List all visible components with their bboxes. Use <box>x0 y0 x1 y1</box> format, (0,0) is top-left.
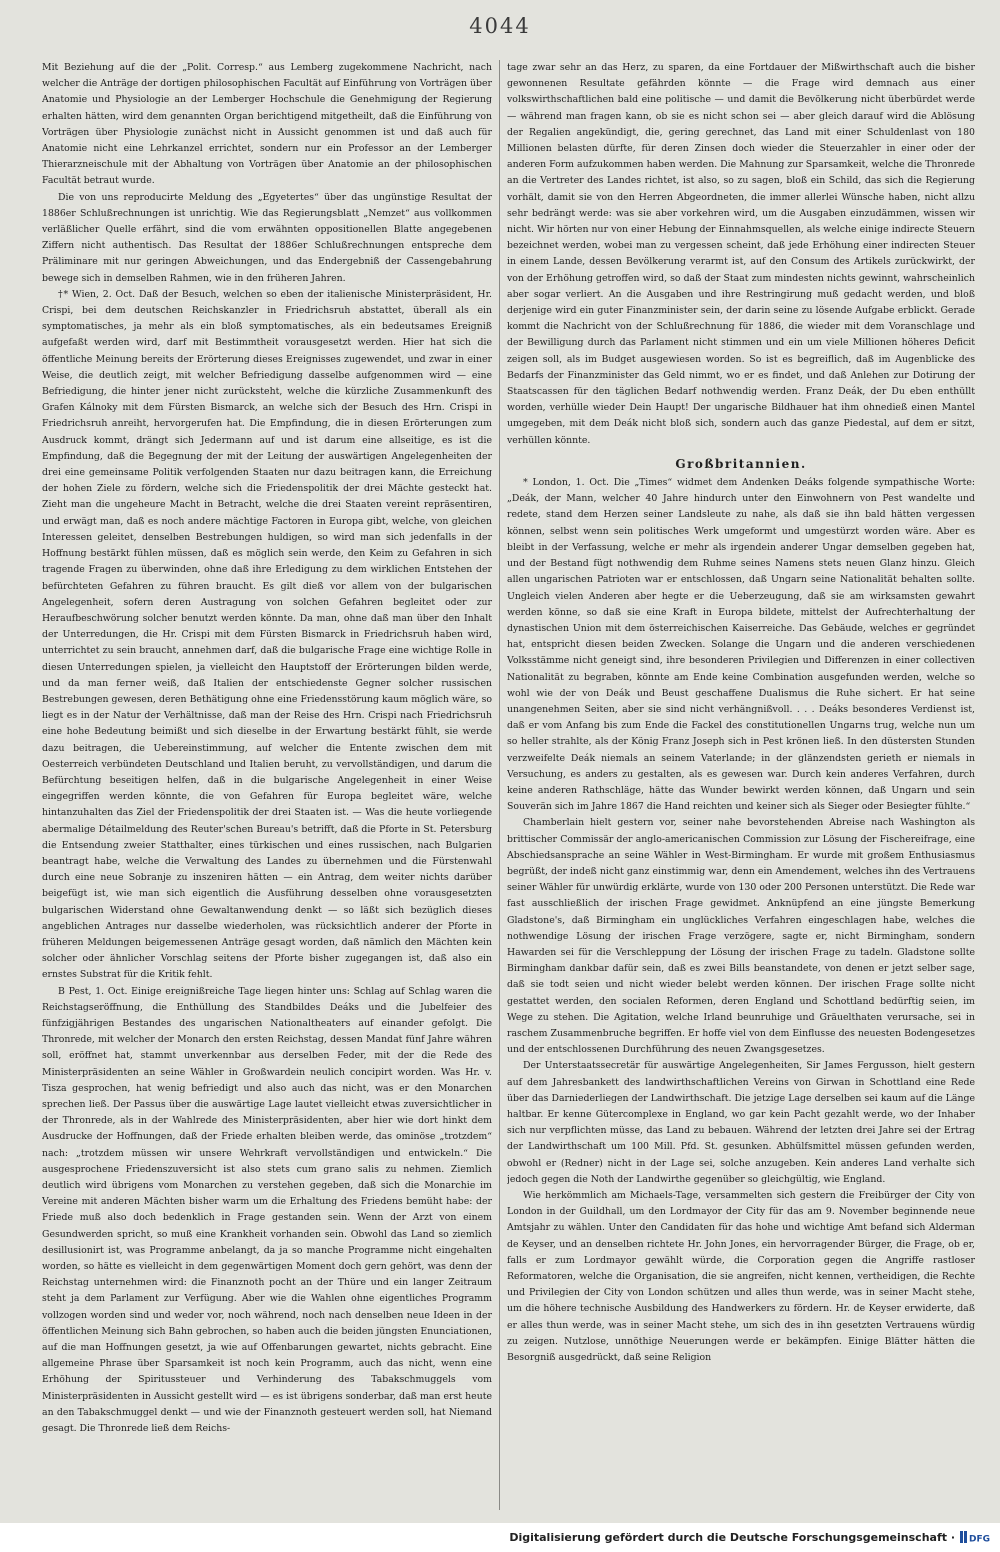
article-paragraph: * London, 1. Oct. Die „Times“ widmet dem Andenken Deáks folgende sympathische Worte: „Deák, der Mann, welcher 40 Jahre hindurch unter den Einwohnern von Pest wandelte und redete, stand dem Herzen seiner Landsleute zu nahe, als daß sie ihn bald hätten vergessen können, selbst wenn sein politisches Werk umgeformt und umgestürzt worden wäre. Aber es bleibt in der Verfassung, welche er mehr als irgendein anderer Ungar demselben gegeben hat, und der Bestand fügt nothwendig dem Ruhme seines Namens stets neuen Glanz hinzu. Gleich allen ungarischen Patrioten war er entschlossen, daß Ungarn seine Nationalität behalten sollte. Ungleich vielen Anderen aber hegte er die Ueberzeugung, daß sie am wirksamsten gewahrt werden könne, so daß sie eine Kraft in Europa bildete, mittelst der Aufrechterhaltung der dynastischen Union mit dem österreichischen Kaiserreiche. Das Gebäude, welches er gegründet hat, entspricht diesen beiden Zwecken. Solange die Ungarn und die anderen verschiedenen Volksstämme nicht geneigt sind, ihre besonderen Privilegien und Differenzen in einer collectiven Nationalität zu begraben, könnte am Ende keine Combination ausgefunden werden, welche so wohl wie der von Deák und Beust geschaffene Dualismus die Ruhe sichert. Er hat seine unangenehmen Seiten, aber sie sind nicht verhängnißvoll. . . . Deáks besonderes Verdienst ist, daß er vom Anfang bis zum Ende die Fackel des constitutionellen Ungarns trug, welche nun um so heller strahlte, als der König Franz Joseph sich in Pest krönen ließ. In den düstersten Stunden verzweifelte Deák niemals an seinem Vaterlande; in der glänzendsten gerieth er niemals in Versuchung, es anders zu gestalten, als es gewesen war. Durch kein anderes Verfahren, durch keine anderen Rathschläge, hätte das Wunder bewirkt werden können, daß Ungarn und sein Souverän sich im Jahre 1867 die Hand reichten und keiner sich als Sieger oder Besiegter fühlte.“ <box>507 477 975 813</box>
right-column <box>507 60 975 1518</box>
left-column <box>42 60 492 1518</box>
article-paragraph: B Pest, 1. Oct. Einige ereignißreiche Tage liegen hinter uns: Schlag auf Schlag waren die Reichstagseröffnung, die Enthüllung des Standbildes Deáks und die Jubelfeier des fünfzigjährigen Bestandes des ungarischen Nationaltheaters auf einander gefolgt. Die Thronrede, mit welcher der Monarch den ersten Reichstag, dessen Mandat fünf Jahre währen soll, eröffnet hat, stammt unverkennbar aus derselben Feder, mit der die Rede des Ministerpräsidenten an seine Wähler in Großwardein neulich concipirt worden. Was Hr. v. Tisza gesprochen, hat wenig befriedigt und also auch das nicht, was er den Monarchen sprechen ließ. Der Passus über die auswärtige Lage lautet vielleicht etwas zuversichtlicher in der Thronrede, als in der Wahlrede des Ministerpräsidenten, aber hier wie dort hinkt dem Ausdrucke der Hoffnungen, daß der Friede erhalten bleiben werde, das ominöse „trotzdem“ nach: „trotzdem müssen wir unsere Wehrkraft vervollständigen und entwickeln.“ Die ausgesprochene Friedenszuversicht ist also stets cum grano salis zu nehmen. Ziemlich deutlich wird übrigens vom Monarchen zu verstehen gegeben, daß sich die Monarchie im Vereine mit anderen Mächten bisher warm um die Erhaltung des Friedens bemüht habe: der Friede muß also doch bedenklich in Frage gestanden sein. Wenn der Arzt von einem Gesundwerden spricht, so muß eine Krankheit vorhanden sein. Obwohl das Land so ziemlich desillusionirt ist, was Programme anbelangt, da ja so manche Programme nicht eingehalten worden, so hätte es vielleicht in dem gegenwärtigen Moment doch gern gehört, was denn der Reichstag unternehmen wird: die Finanznoth pocht an der Thüre und ein langer Zeitraum steht ja dem Parlament zur Verfügung. Aber wie die Wahlen ohne eigentliches Programm vollzogen worden sind und weder vor, noch während, noch nach denselben neue Ideen in der öffentlichen Meinung sich Bahn gebrochen, so haben auch die beiden jüngsten Enunciationen, auf die man Hoffnungen gesetzt, ja wie auf Offenbarungen gewartet, nichts gebracht. Eine allgemeine Phrase über Sparsamkeit ist noch kein Programm, auch das nicht, wenn eine Erhöhung der Spiritussteuer und Verhinderung des Tabakschmuggels vom Ministerpräsidenten in Aussicht gestellt wird — es ist übrigens sonderbar, daß man erst heute an den Tabakschmuggel denkt — und wie der Finanznoth gesteuert werden soll, hat Niemand gesagt. Die Thronrede ließ dem Reichs- <box>42 985 492 1435</box>
article-paragraph: Die von uns reproducirte Meldung des „Egyetertes“ über das ungünstige Resultat der 1886er Schlußrechnungen ist unrichtig. Wie das Regierungsblatt „Nemzet“ aus vollkommen verläßlicher Quelle erfährt, sind die vom erwähnten oppositionellen Blatte angegebenen Ziffern nicht authentisch. Das Resultat der 1886er Schlußrechnungen entspreche dem Präliminare mit nur geringen Abweichungen, und das Endergebniß der Cassengebahrung bewege sich in demselben Rahmen, wie in den früheren Jahren. <box>42 191 492 284</box>
dfg-logo-icon <box>960 1529 990 1545</box>
column-divider <box>499 60 500 1510</box>
article-paragraph: tage zwar sehr an das Herz, zu sparen, da eine Fortdauer der Mißwirthschaft auch die bisher gewonnenen Resultate gefährden könnte — die Frage wird demnach aus einer volkswirthschaftlichen bald eine politische — und damit die Bevölkerung nicht überbürdet werde — während man fragen kann, ob sie es nicht schon sei — aber gleich darauf wird die Ablösung der Regalien angekündigt, die, gering gerechnet, das Land mit einer Schuldenlast von 180 Millionen belasten dürfte, für deren Zinsen doch wieder die Steuerzahler in einer oder der anderen Form aufzukommen haben werden. Die Mahnung zur Sparsamkeit, welche die Thronrede an die Vertreter des Landes richtet, ist also, so zu sagen, bloß ein Schild, das sich die Regierung vorhält, damit sie von den Herren Abgeordneten, die immer allerlei Wünsche haben, nicht allzu sehr bedrängt werde: was sie aber vorkehren wird, um die Ausgaben einzudämmen, wissen wir nicht. Wir hörten nur von einer Hebung der Einnahmsquellen, als welche einige indirecte Steuern bezeichnet werden, wobei man zu vergessen scheint, daß jede Erhöhung einer indirecten Steuer in einem Lande, dessen Bevölkerung verarmt ist, auf den Consum des Artikels zurückwirkt, der von der Erhöhung getroffen wird, so daß der Staat zum mindesten nichts gewinnt, wahrscheinlich aber sogar verliert. An die Ausgaben und ihre Restringirung muß gedacht werden, und bloß derjenige wird ein guter Finanzminister sein, der darin seine zu lösende Aufgabe erblickt. Gerade kommt die Nachricht von der Schlußrechnung für 1886, die wieder mit dem Voranschlage und der Bewilligung durch das Parlament nicht stimmen und ein um viele Millionen höheres Deficit zeigen soll, als im Budget ausgewiesen worden. So ist es begreiflich, daß im Augenblicke des Bedarfs der Finanzminister das Geld nimmt, wo er es findet, und daß Anlehen zur Dotirung der Staatscassen für den täglichen Bedarf nothwendig werden. Franz Deák, der Du eben enthüllt worden, verhülle wieder Dein Haupt! Der ungarische Bildhauer hat ihm ohnedieß einen Mantel umgegeben, mit dem Deák nicht bloß sich, sondern auch das ganze Piedestal, auf dem er sitzt, verhüllen könnte. <box>507 62 975 446</box>
article-paragraph: Mit Beziehung auf die der „Polit. Corresp.“ aus Lemberg zugekommene Nachricht, nach welcher die Anträge der dortigen philosophischen Facultät auf Einführung von Vorträgen über Anatomie und Physiologie an der Lemberger Hochschule die Genehmigung der Regierung erhalten hätten, wird dem genannten Organ berichtigend mitgetheilt, daß die Einführung von Vorträgen über Physiologie zunächst nicht in Aussicht genommen ist und daß auch für Anatomie nicht eine Lehrkanzel errichtet, sondern nur ein Professor an der Lemberger Thierarzneischule mit der Abhaltung von Vorträgen über Anatomie an der philosophischen Facultät betraut wurde. <box>42 62 492 187</box>
footer-bar <box>0 1523 1000 1552</box>
dfg-logo-text: DFG <box>969 1534 990 1545</box>
footer-credit: Digitalisierung gefördert durch die Deutsche Forschungsgemeinschaft · <box>509 1531 955 1544</box>
article-paragraph: Chamberlain hielt gestern vor, seiner nahe bevorstehenden Abreise nach Washington als brittischer Commissär der anglo-americanischen Commission zur Lösung der Fischereifrage, eine Abschiedsansprache an seine Wähler in West-Birmingham. Er wurde mit großem Enthusiasmus begrüßt, der indeß nicht ganz einstimmig war, denn ein Amendement, welches ihn des Vertrauens seiner Wähler für unwürdig erklärte, wurde von 130 oder 200 Personen unterstützt. Die Rede war fast ausschließlich der irischen Frage gewidmet. Anknüpfend an eine jüngste Bemerkung Gladstone's, daß Birmingham ein unglückliches Verfahren eingeschlagen habe, welches die nothwendige Lösung der irischen Frage verzögere, sagte er, nicht Birmingham, sondern Hawarden sei für die Verschleppung der Lösung der irischen Frage zu tadeln. Gladstone sollte Birmingham dankbar dafür sein, daß es zwei Bills beanstandete, von denen er jetzt selber sage, daß sie todt seien und nicht wieder belebt werden können. Der irischen Frage sollte nicht gestattet werden, den socialen Reformen, deren England und Schottland bedürftig seien, im Wege zu stehen. Die Agitation, welche Irland beunruhige und Gräuelthaten verursache, sei in raschem Zusammenbruche begriffen. Er hoffe viel von dem Einflusse des neuesten Bodengesetzes und der entschlossenen Durchführung des neuen Zwangsgesetzes. <box>507 817 975 1056</box>
article-paragraph: †* Wien, 2. Oct. Daß der Besuch, welchen so eben der italienische Ministerpräsident, Hr. Crispi, bei dem deutschen Reichskanzler in Friedrichsruh abstattet, überall als ein symptomatisches, ja mehr als ein bloß symptomatisches, als ein bedeutsames Ereigniß aufgefaßt werden wird, darf mit Bestimmtheit vorausgesetzt werden. Hier hat sich die öffentliche Meinung bereits der Erörterung dieses Ereignisses zugewendet, und zwar in einer Weise, die deutlich zeigt, mit welcher Befriedigung dasselbe aufgenommen wird — eine Befriedigung, die hinter jener nicht zurücksteht, welche die kürzliche Zusammenkunft des Grafen Kálnoky mit dem Fürsten Bismarck, an welche sich der Besuch des Hrn. Crispi in Friedrichsruh anreiht, hervorgerufen hat. Die Empfindung, die in diesen Erörterungen zum Ausdruck kommt, drängt sich Jedermann auf und ist darum eine allseitige, es ist die Empfindung, daß die Begegnung der mit der Leitung der auswärtigen Angelegenheiten der drei eine gemeinsame Politik verfolgenden Staaten nur dazu beitragen kann, die Erreichung der hohen Ziele zu fördern, welche sich die Friedenspolitik der drei Mächte gesteckt hat. Zieht man die ungeheure Macht in Betracht, welche die drei Staaten vereint repräsentiren, und erwägt man, daß es noch andere mächtige Factoren in Europa gibt, welche, von gleichen Interessen geleitet, denselben Bestrebungen huldigen, so wird man sich jedenfalls in der Hoffnung bestärkt fühlen müssen, daß es möglich sein werde, den Keim zu Gefahren in sich tragende Fragen zu überwinden, ohne daß ihre Erledigung zu dem wirklichen Entstehen der befürchteten Gefahren zu führen braucht. Es gilt dieß vor allem von der bulgarischen Angelegenheit, sofern deren Austragung von solchen Gefahren begleitet oder zur Heraufbeschwörung solcher benutzt werden könnte. Da man, ohne daß man über den Inhalt der Unterredungen, die Hr. Crispi mit dem Fürsten Bismarck in Friedrichsruh haben wird, unterrichtet zu sein braucht, annehmen darf, daß die bulgarische Frage eine wichtige Rolle in diesen Unterredungen spielen, ja vielleicht den Hauptstoff der Erörterungen bilden werde, und da man ferner weiß, daß Italien der entschiedenste Gegner solcher russischen Bestrebungen gewesen, deren Bethätigung ohne eine Friedensstörung kaum möglich wäre, so liegt es in der Natur der Verhältnisse, daß man der Reise des Hrn. Crispi nach Friedrichsruh eine hohe Bedeutung beimißt und sich dieselbe in der Erwartung bestärkt fühlt, sie werde dazu beitragen, die Uebereinstimmung, auf welcher die Entente zwischen dem mit Oesterreich verbündeten Deutschland und Italien beruht, zu vervollständigen, und darum die Befürchtung beseitigen helfen, daß in die bulgarische Angelegenheit in einer Weise eingegriffen werden könnte, die von Gefahren für Europa begleitet wäre, welche hintanzuhalten das Ziel der Friedenspolitik der drei Staaten ist. — Was die heute vorliegende abermalige Détailmeldung des Reuter'schen Bureau's betrifft, daß die Pforte in St. Petersburg die Entsendung zweier Statthalter, eines türkischen und eines russischen, nach Bulgarien beantragt habe, welche die Verwaltung des Landes zu übernehmen und die Fürstenwahl durch eine neue Sobranje zu inszeniren hätten — ein Antrag, dem weiter nichts darüber beigefügt ist, wie man sich eigentlich die Ausführung desselben ohne vorausgesetzten bulgarischen Widerstand ohne Gewaltanwendung denkt — so läßt sich bezüglich dieses angeblichen Antrages nur dasselbe wiederholen, was rücksichtlich anderer der Pforte in früheren Meldungen beigemessenen Anträge gesagt worden, daß nämlich den Mächten kein solcher oder ähnlicher Vorschlag seitens der Pforte bisher zugegangen ist, daß also ein ernstes Substrat für die Kritik fehlt. <box>42 288 492 981</box>
article-paragraph: Wie herkömmlich am Michaels-Tage, versammelten sich gestern die Freibürger der City von London in der Guildhall, um den Lordmayor der City für das am 9. November beginnende neue Amtsjahr zu wählen. Unter den Candidaten für das hohe und wichtige Amt befand sich Alderman de Keyser, und an denselben richtete Hr. John Jones, ein hervorragender Bürger, die Frage, ob er, falls er zum Lordmayor gewählt würde, die Corporation gegen die Angriffe rastloser Reformatoren, welche die Organisation, die sie angreifen, nicht kennen, vertheidigen, die Rechte und Privilegien der City von London schützen und alles thun werde, was in seiner Macht stehe, um die höhere technische Ausbildung des Handwerkers zu fördern. Hr. de Keyser erwiderte, daß er alles thun werde, was in seiner Macht stehe, um sich des in ihn gesetzten Vertrauens würdig zu zeigen. Nutzlose, unnöthige Neuerungen werde er bekämpfen. Einige Blätter hätten die Besorgniß ausgedrückt, daß seine Religion <box>507 1190 975 1364</box>
section-heading: Großbritannien. <box>675 456 807 471</box>
article-paragraph: Der Unterstaatssecretär für auswärtige Angelegenheiten, Sir James Fergusson, hielt gestern auf dem Jahresbankett des landwirthschaftlichen Vereins von Girwan in Schottland eine Rede über das Darniederliegen der Landwirthschaft. Die jetzige Lage derselben sei kaum auf die Länge haltbar. Er kenne Gütercomplexe in England, wo gar kein Pacht gezahlt werde, wo der Inhaber sich nur verpflichten müsse, das Land zu bebauen. Während der letzten drei Jahre sei der Ertrag der Landwirthschaft um 100 Mill. Pfd. St. gesunken. Abhülfsmittel müssen gefunden werden, obwohl er (Redner) nicht in der Lage sei, solche anzugeben. Kein anderes Land verhalte sich jedoch gegen die Noth der Landwirthe gegenüber so gleichgültig, wie England. <box>507 1060 975 1185</box>
page-number: 4044 <box>469 14 531 38</box>
